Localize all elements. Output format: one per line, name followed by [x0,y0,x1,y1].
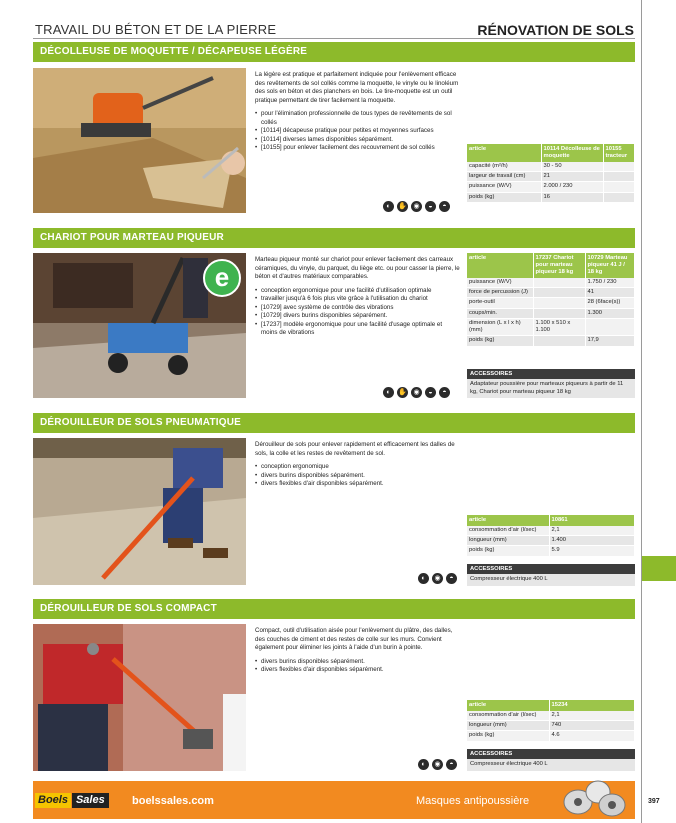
ear-protection-icon: ◐ [418,759,429,770]
page-number: 397 [648,798,660,805]
logo-part-boels: Boels [35,793,71,808]
accessories-box [467,369,635,398]
feature-item: • [10729] avec système de contrôle des vibrations [255,304,460,313]
accessories-label: ACCESSOIRES [467,749,635,759]
safety-icons [418,759,457,770]
accessories-box [467,564,635,586]
feature-item: • [10729] divers burins disponibles séparément. [255,312,460,321]
product-title-bar: DÉROUILLEUR DE SOLS COMPACT [33,599,635,619]
description-text: Marteau piqueur monté sur chariot pour enlever facilement des carreaux céramiques, du vinyle, du parquet, du liège etc. ou pour casser la pierre, le béton et d'autres matériaux comparables. [255,256,460,281]
accessories-label: ACCESSOIRES [467,369,635,379]
feature-item: • divers burins disponibles séparément. [255,472,460,481]
spec-cell [533,288,585,298]
spec-cell: 2.000 / 230 [541,182,603,192]
brand-logo [35,793,109,808]
spec-cell: puissance (W/V) [467,278,533,288]
spec-header: 10155 tracteur [603,144,635,162]
chapter-tab [642,556,676,581]
spec-cell [585,318,635,335]
spec-cell [533,298,585,308]
product-description [255,627,460,675]
mask-icon: ◒ [425,201,436,212]
spec-cell: 1.750 / 230 [585,278,635,288]
section-title: RÉNOVATION DE SOLS [477,22,634,38]
margin-line [641,0,642,823]
dust-masks-image [560,778,630,818]
spec-cell: 5.9 [549,546,635,556]
spec-cell: 1.300 [585,308,635,318]
product-description [255,71,460,153]
accessories-text: Adaptateur poussière pour marteaux piqueurs à partir de 11 kg, Chariot pour marteau piqueur 18 kg [467,379,635,398]
ear-protection-icon: ◐ [383,387,394,398]
spec-cell: 28 (6face(s)) [585,298,635,308]
spec-cell [603,162,635,172]
accessories-text: Compresseur électrique 400 L [467,759,635,771]
foot-protection-icon: ◓ [446,573,457,584]
product-title-bar: DÉCOLLEUSE DE MOQUETTE / DÉCAPEUSE LÉGÈRE [33,42,635,62]
spec-cell: poids (kg) [467,336,533,346]
spec-header: article [467,700,549,711]
ear-protection-icon: ◐ [383,201,394,212]
description-text: Compact, outil d'utilisation aisée pour l'enlèvement du plâtre, des dalles, des couches de ciment et des restes de colle sur les murs. Convient également pour éliminer les joints à l'aide d'un burin à pointe. [255,627,453,652]
spec-cell: poids (kg) [467,192,541,202]
spec-cell: longueur (mm) [467,721,549,731]
eye-protection-icon: ◉ [432,573,443,584]
chapter-title: TRAVAIL DU BÉTON ET DE LA PIERRE [35,22,277,37]
spec-header: 15234 [549,700,635,711]
spec-cell: 17,9 [585,336,635,346]
feature-item: • divers flexibles d'air disponibles séparément. [255,666,460,675]
product-description [255,441,460,489]
spec-cell: longueur (mm) [467,536,549,546]
eco-badge: e [203,259,241,297]
spec-header: 10729 Marteau piqueur 41 J / 18 kg [585,253,635,278]
ear-protection-icon: ◐ [418,573,429,584]
logo-part-sales: Sales [72,793,109,808]
product-description [255,256,460,338]
spec-cell [533,278,585,288]
spec-cell [533,308,585,318]
spec-cell: poids (kg) [467,731,549,741]
foot-protection-icon: ◓ [439,387,450,398]
spec-header: article [467,253,533,278]
spec-cell: force de percussion (J) [467,288,533,298]
spec-cell: capacité (m²/h) [467,162,541,172]
spec-header: 10114 Décolleuse de moquette [541,144,603,162]
spec-cell: largeur de travail (cm) [467,172,541,182]
spec-cell: 740 [549,721,635,731]
spec-cell [603,192,635,202]
safety-icons [383,201,450,212]
description-text: La légère est pratique et parfaitement indiquée pour l'enlèvement efficace des revêtements de sol collés comme la moquette, le vinyle ou le linoléum des sols en béton et des planchers en bois. Le tire-moquette est un outil pratique permettant de tirer facilement la moquette. [255,71,459,104]
feature-item: • divers flexibles d'air disponibles séparément. [255,480,460,489]
spec-cell: dimension (L x l x h) (mm) [467,318,533,335]
feature-item: • conception ergonomique pour une facilité d'utilisation optimale [255,287,460,296]
spec-cell [603,182,635,192]
spec-cell: consommation d'air (l/sec) [467,526,549,536]
product-photo-breaker-trolley [33,253,246,398]
feature-item: • pour l'élimination professionnelle de tous types de revêtements de sol collés [255,110,460,127]
feature-item: • conception ergonomique [255,463,460,472]
feature-item: • [10155] pour enlever facilement des recouvrement de sol collés [255,144,460,153]
feature-item: • [10114] diverses lames disponibles séparément. [255,136,460,145]
hand-protection-icon: ✋ [398,389,407,396]
accessories-text: Compresseur électrique 400 L [467,574,635,586]
spec-header: 17237 Chariot pour marteau piqueur 18 kg [533,253,585,278]
spec-cell [603,172,635,182]
footer-banner [33,781,635,819]
safety-icons [418,573,457,584]
safety-icons [383,387,450,398]
spec-cell: porte-outil [467,298,533,308]
product-title-bar: DÉROUILLEUR DE SOLS PNEUMATIQUE [33,413,635,433]
spec-cell: 2,1 [549,526,635,536]
spec-table [467,144,635,203]
spec-cell: 21 [541,172,603,182]
foot-protection-icon: ◓ [446,759,457,770]
spec-cell: poids (kg) [467,546,549,556]
promo-text: Masques antipoussière [416,795,530,807]
hand-protection-icon: ✋ [398,203,407,210]
foot-protection-icon: ◓ [439,201,450,212]
spec-cell: consommation d'air (l/sec) [467,711,549,721]
eye-protection-icon: ◉ [411,201,422,212]
website-link[interactable]: boelssales.com [132,795,214,807]
feature-item: • [17237] modèle ergonomique pour une facilité d'usage optimale et moins de vibrations [255,321,460,338]
header-rule [33,38,635,39]
eye-protection-icon: ◉ [411,387,422,398]
spec-cell: 41 [585,288,635,298]
spec-header: article [467,144,541,162]
spec-cell: 4.6 [549,731,635,741]
spec-cell: puissance (W/V) [467,182,541,192]
description-text: Dérouilleur de sols pour enlever rapidement et efficacement les dalles de sols, la colle et les restes de revêtement de sol. [255,441,455,457]
spec-table [467,253,635,347]
mask-icon: ◒ [425,387,436,398]
eye-protection-icon: ◉ [432,759,443,770]
feature-item: • divers burins disponibles séparément. [255,658,460,667]
spec-cell: 1.100 x 510 x 1.100 [533,318,585,335]
spec-cell: 1.400 [549,536,635,546]
product-photo-carpet-stripper [33,68,246,213]
feature-item: • [10114] décapeuse pratique pour petites et moyennes surfaces [255,127,460,136]
spec-cell [533,336,585,346]
product-photo-pneumatic-scraper [33,438,246,585]
spec-cell: 2,1 [549,711,635,721]
spec-header: 10861 [549,515,635,526]
product-title-bar: CHARIOT POUR MARTEAU PIQUEUR [33,228,635,248]
product-photo-compact-scraper [33,624,246,771]
spec-table [467,700,635,742]
spec-cell: 16 [541,192,603,202]
accessories-box [467,749,635,771]
accessories-label: ACCESSOIRES [467,564,635,574]
spec-table [467,515,635,557]
spec-cell: coups/min. [467,308,533,318]
feature-item: • travailler jusqu'à 6 fois plus vite grâce à l'utilisation du chariot [255,295,460,304]
spec-cell: 30 - 50 [541,162,603,172]
spec-header: article [467,515,549,526]
